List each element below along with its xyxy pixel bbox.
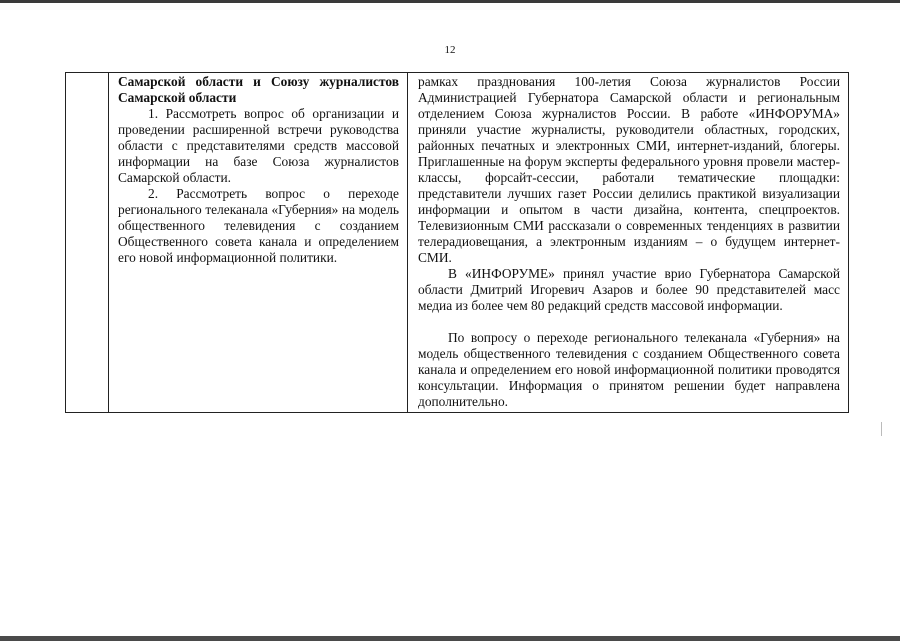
number-cell (66, 73, 109, 413)
decision-cell (109, 73, 408, 413)
execution-paragraph-1: рамках празднования 100-летия Союза журналистов России Администрацией Губернатора Самарской области и региональным отделением Союза журналистов России. В работе «ИНФОРУМА» приняли участие журналисты, руководители областных, городских, районных печатных и электронных СМИ, интернет-изданий, блогеры. Приглашенные на форум эксперты федерального уровня провели мастер-классы, форсайт-сессии, работали тематические площадки: представители лучших газет России делились практикой визуализации информации и опытом в части дизайна, контента, спецпроектов. Телевизионным СМИ рассказали о современных тенденциях в развитии телерадиовещания, а электронным изданиям – о будущем интернет-СМИ. (418, 74, 840, 265)
execution-paragraph-2: В «ИНФОРУМЕ» принял участие врио Губернатора Самарской области Дмитрий Игоревич Азаров и более 90 представителей масс медиа из более чем 80 редакций средств массовой информации. (418, 266, 840, 313)
decision-content (109, 73, 407, 266)
document-table (65, 72, 849, 413)
execution-cell (408, 73, 849, 413)
margin-mark (881, 422, 888, 436)
table-row (66, 73, 849, 413)
decision-heading: Самарской области и Союзу журналистов Самарской области (118, 74, 399, 105)
page-number: 12 (444, 44, 456, 56)
execution-content (408, 73, 848, 412)
scan-edge-bottom (0, 636, 900, 641)
scan-edge-top (0, 0, 900, 3)
decision-item-1: 1. Рассмотреть вопрос об организации и проведении расширенной встречи руководства области с представителями средств массовой информации на базе Союза журналистов Самарской области. (118, 106, 399, 185)
execution-paragraph-3: По вопросу о переходе регионального телеканала «Губерния» на модель общественного телевидения с созданием Общественного совета канала и определением его новой информационной политики проводятся консультации. Информация о принятом решении будет направлена дополнительно. (418, 330, 840, 409)
decision-item-2: 2. Рассмотреть вопрос о переходе регионального телеканала «Губерния» на модель общественного телевидения с созданием Общественного совета канала и определением его новой информационной политики. (118, 186, 399, 265)
